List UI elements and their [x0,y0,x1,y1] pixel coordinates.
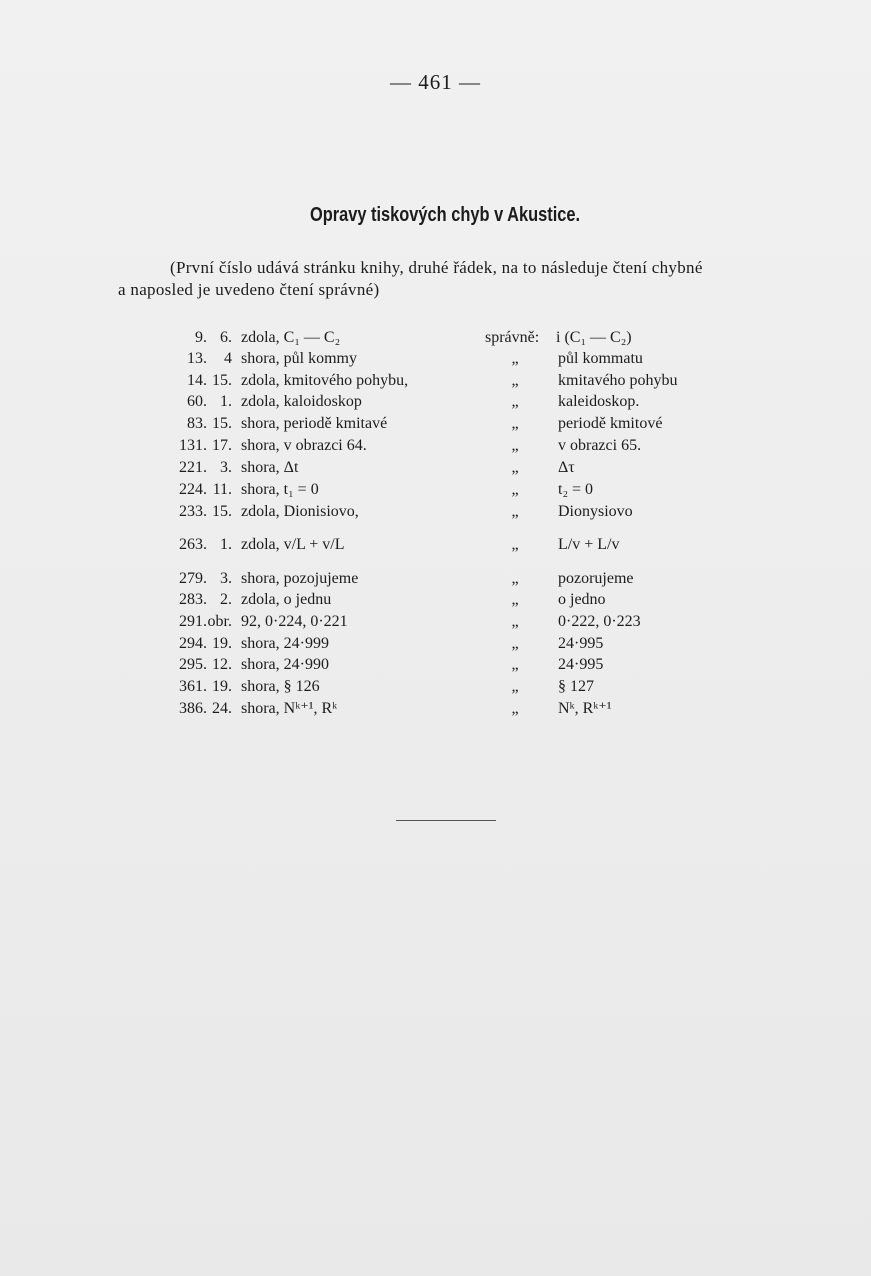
errata-row [0,568,871,590]
errata-line: 1. [220,536,232,553]
errata-line: 3. [220,459,232,476]
correct-label: správně: [485,329,540,346]
errata-row [0,327,871,349]
errata-wrong-reading: 92, 0·224, 0·221 [241,613,348,630]
intro-line-2: a naposled je uvedeno čtení správné) [118,280,380,299]
errata-wrong-reading: shora, Nᵏ⁺¹, Rᵏ [241,700,338,717]
errata-correct-reading: § 127 [558,678,594,695]
errata-page: 224. [179,481,207,498]
errata-row [0,457,871,479]
errata-row [0,479,871,501]
errata-correct-reading: Dionysiovo [558,503,633,520]
errata-wrong-reading: zdola, o jednu [241,591,332,608]
errata-row [0,501,871,523]
errata-page: 279. [179,570,207,587]
page-title: Opravy tiskových chyb v Akustice. [309,204,581,226]
page-number: — 461 — [390,70,481,94]
errata-wrong-reading: shora, půl kommy [241,350,357,367]
errata-page: 131. [179,437,207,454]
intro-line-1: (První číslo udává stránku knihy, druhé řádek, na to následuje čtení chybné [170,258,703,277]
errata-wrong-reading: shora, t₁ = 0 [241,481,319,498]
errata-wrong-reading: zdola, v/L + v/L [241,536,345,553]
errata-line: 19. [212,635,232,652]
errata-line: 24. [212,700,232,717]
errata-correct-reading: 24·995 [558,656,604,673]
errata-wrong-reading: zdola, kmitového pohybu, [241,372,409,389]
errata-wrong-reading: zdola, kaloidoskop [241,393,362,410]
errata-row [0,654,871,676]
errata-line: 19. [212,678,232,695]
ditto-mark: „ [511,591,519,608]
errata-page: 83. [187,415,207,432]
errata-correct-reading: v obrazci 65. [558,437,642,454]
ditto-mark: „ [511,415,519,432]
errata-row [0,391,871,413]
errata-wrong-reading: shora, Δt [241,459,299,476]
errata-correct-reading: o jedno [558,591,606,608]
ditto-mark: „ [511,372,519,389]
errata-correct-reading: 0·222, 0·223 [558,613,641,630]
errata-correct-reading: L/v + L/v [558,536,620,553]
ditto-mark: „ [511,481,519,498]
errata-row [0,413,871,435]
ditto-mark: „ [511,678,519,695]
errata-correct-reading: kaleidoskop. [558,393,640,410]
errata-wrong-reading: shora, pozojujeme [241,570,359,587]
errata-row [0,633,871,655]
errata-line: 15. [212,503,232,520]
errata-correct-reading: pozorujeme [558,570,634,587]
errata-wrong-reading: shora, § 126 [241,678,320,695]
errata-line: 6. [220,329,232,346]
errata-row [0,589,871,611]
ditto-mark: „ [511,570,519,587]
errata-page: 14. [187,372,207,389]
errata-row [0,611,871,633]
ditto-mark: „ [511,459,519,476]
errata-correct-reading: i (C₁ — C₂) [556,329,632,346]
errata-correct-reading: periodě kmitové [558,415,663,432]
intro-paragraph [118,257,786,301]
errata-line: obr. [207,613,232,630]
errata-line: 1. [220,393,232,410]
errata-line: 15. [212,415,232,432]
errata-wrong-reading: shora, v obrazci 64. [241,437,367,454]
errata-correct-reading: půl kommatu [558,350,643,367]
errata-row [0,534,871,556]
ditto-mark: „ [511,700,519,717]
errata-page: 233. [179,503,207,520]
ditto-mark: „ [511,635,519,652]
errata-row [0,698,871,720]
errata-wrong-reading: shora, 24·999 [241,635,329,652]
errata-page: 263. [179,536,207,553]
errata-wrong-reading: zdola, Dionisiovo, [241,503,359,520]
errata-correct-reading: t₂ = 0 [558,481,594,498]
errata-wrong-reading: shora, periodě kmitavé [241,415,388,432]
errata-page: 361. [179,678,207,695]
errata-page: 386. [179,700,207,717]
errata-line: 17. [212,437,232,454]
errata-page: 60. [187,393,207,410]
ditto-mark: „ [511,536,519,553]
errata-page: 283. [179,591,207,608]
errata-row [0,370,871,392]
errata-line: 4 [224,350,232,367]
errata-row [0,435,871,457]
errata-line: 2. [220,591,232,608]
errata-page: 13. [187,350,207,367]
errata-page: 291. [179,613,207,630]
errata-row [0,676,871,698]
errata-page: 9. [195,329,207,346]
errata-page: 295. [179,656,207,673]
closing-rule [396,820,496,821]
ditto-mark: „ [511,503,519,520]
errata-line: 15. [212,372,232,389]
ditto-mark: „ [511,437,519,454]
errata-line: 11. [212,481,232,498]
errata-wrong-reading: zdola, C₁ — C₂ [241,329,341,346]
errata-correct-reading: Δτ [558,459,575,476]
errata-row [0,348,871,370]
ditto-mark: „ [511,613,519,630]
ditto-mark: „ [511,350,519,367]
ditto-mark: „ [511,656,519,673]
errata-page: 221. [179,459,207,476]
errata-line: 3. [220,570,232,587]
errata-correct-reading: 24·995 [558,635,604,652]
errata-line: 12. [212,656,232,673]
errata-wrong-reading: shora, 24·990 [241,656,329,673]
errata-correct-reading: Nᵏ, Rᵏ⁺¹ [558,700,612,717]
ditto-mark: „ [511,393,519,410]
errata-page: 294. [179,635,207,652]
errata-correct-reading: kmitavého pohybu [558,372,678,389]
